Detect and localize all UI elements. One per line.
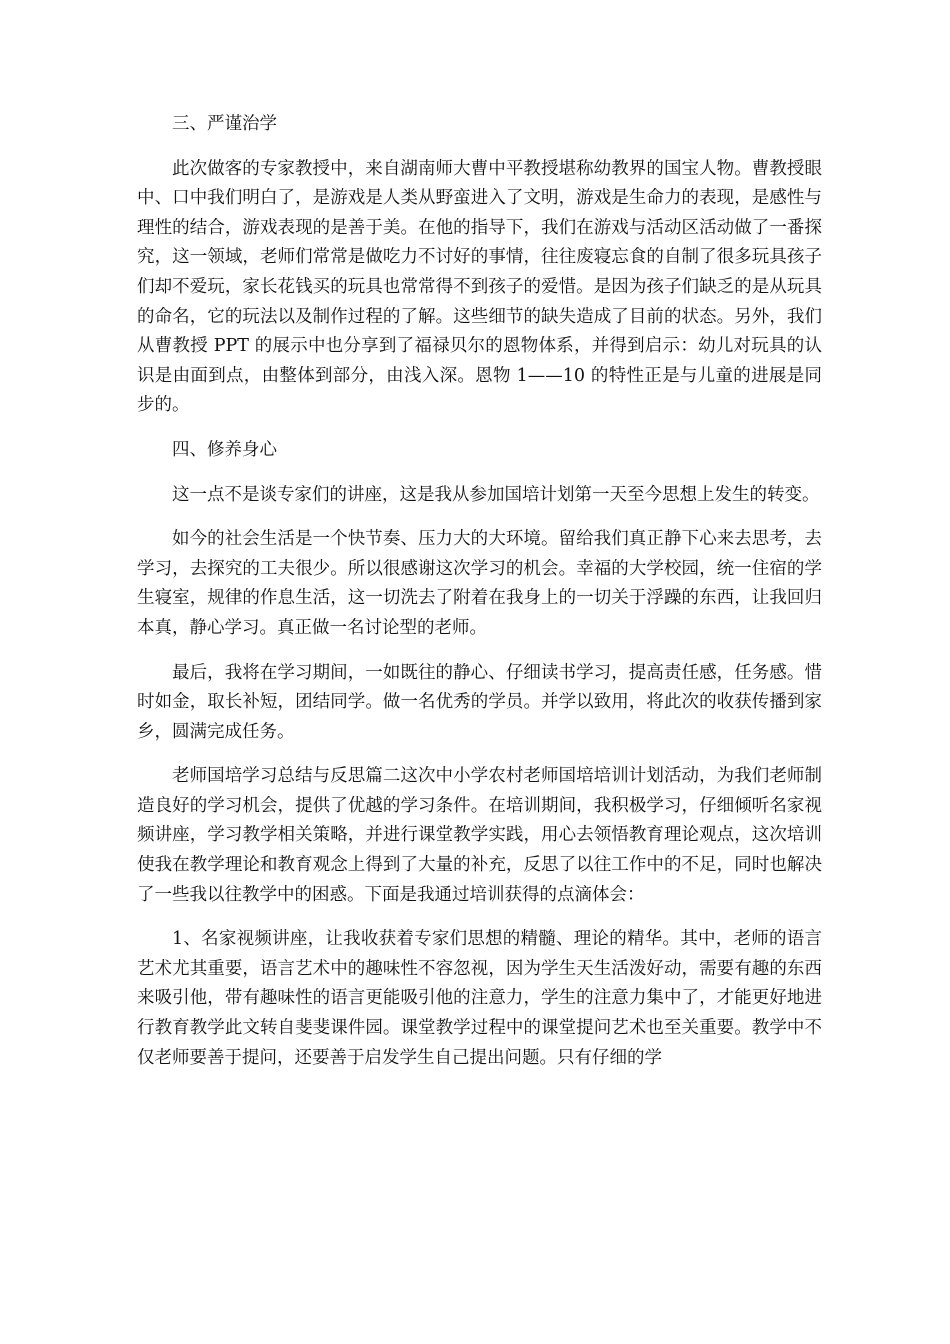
paragraph-video-lectures: 1、名家视频讲座，让我收获着专家们思想的精髓、理论的精华。其中，老师的语言艺术尤其重要，语言艺术中的趣味性不容忽视，因为学生天生活泼好动，需要有趣的东西来吸引他，带有趣味性的语言更能吸引他的注意力，学生的注意力集中了，才能更好地进行教育教学此文转自斐斐课件园。课堂教学过程中的课堂提问艺术也至关重要。教学中不仅老师要善于提问，还要善于启发学生自己提出问题。只有仔细的学 [137, 929, 822, 1068]
paragraph-conclusion: 最后，我将在学习期间，一如既往的静心、仔细读书学习，提高责任感，任务感。惜时如金，取长补短，团结同学。做一名优秀的学员。并学以致用，将此次的收获传播到家乡，圆满完成任务。 [137, 662, 822, 742]
paragraph-part-two-intro: 老师国培学习总结与反思篇二这次中小学农村老师国培培训计划活动，为我们老师制造良好的学习机会，提供了优越的学习条件。在培训期间，我积极学习，仔细倾听名家视频讲座，学习教学相关策略，并进行课堂教学实践，用心去领悟教育理论观点，这次培训使我在教学理论和教育观念上得到了大量的补充，反思了以往工作中的不足，同时也解决了一些我以往教学中的困惑。下面是我通过培训获得的点滴体会： [137, 766, 822, 905]
heading-rigorous-study: 三、严谨治学 [172, 114, 277, 134]
heading-self-cultivation: 四、修养身心 [172, 439, 277, 460]
paragraph-professor-cao: 此次做客的专家教授中，来自湖南师大曹中平教授堪称幼教界的国宝人物。曹教授眼中、口中我们明白了，是游戏是人类从野蛮进入了文明，游戏是生命力的表现，是感性与理性的结合，游戏表现的是善于美。在他的指导下，我们在游戏与活动区活动做了一番探究，这一领域，老师们常常是做吃力不讨好的事情，往往废寝忘食的自制了很多玩具孩子们却不爱玩，家长花钱买的玩具也常常得不到孩子的爱惜。是因为孩子们缺乏的是从玩具的命名，它的玩法以及制作过程的了解。这些细节的缺失造成了目前的状态。另外，我们从曹教授 PPT 的展示中也分享到了福禄贝尔的恩物体系，并得到启示：幼儿对玩具的认识是由面到点，由整体到部分，由浅入深。恩物 1——10 的特性正是与儿童的进展是同步的。 [137, 158, 822, 416]
paragraph-fast-paced-society: 如今的社会生活是一个快节奏、压力大的大环境。留给我们真正静下心来去思考，去学习，去探究的工夫很少。所以很感谢这次学习的机会。幸福的大学校园，统一住宿的学生寝室，规律的作息生活，这一切洗去了附着在我身上的一切关于浮躁的东西，让我回归本真，静心学习。真正做一名讨论型的老师。 [137, 529, 822, 638]
paragraph-change-in-thinking: 这一点不是谈专家们的讲座，这是我从参加国培计划第一天至今思想上发生的转变。 [172, 484, 820, 505]
document-body [137, 110, 822, 1088]
